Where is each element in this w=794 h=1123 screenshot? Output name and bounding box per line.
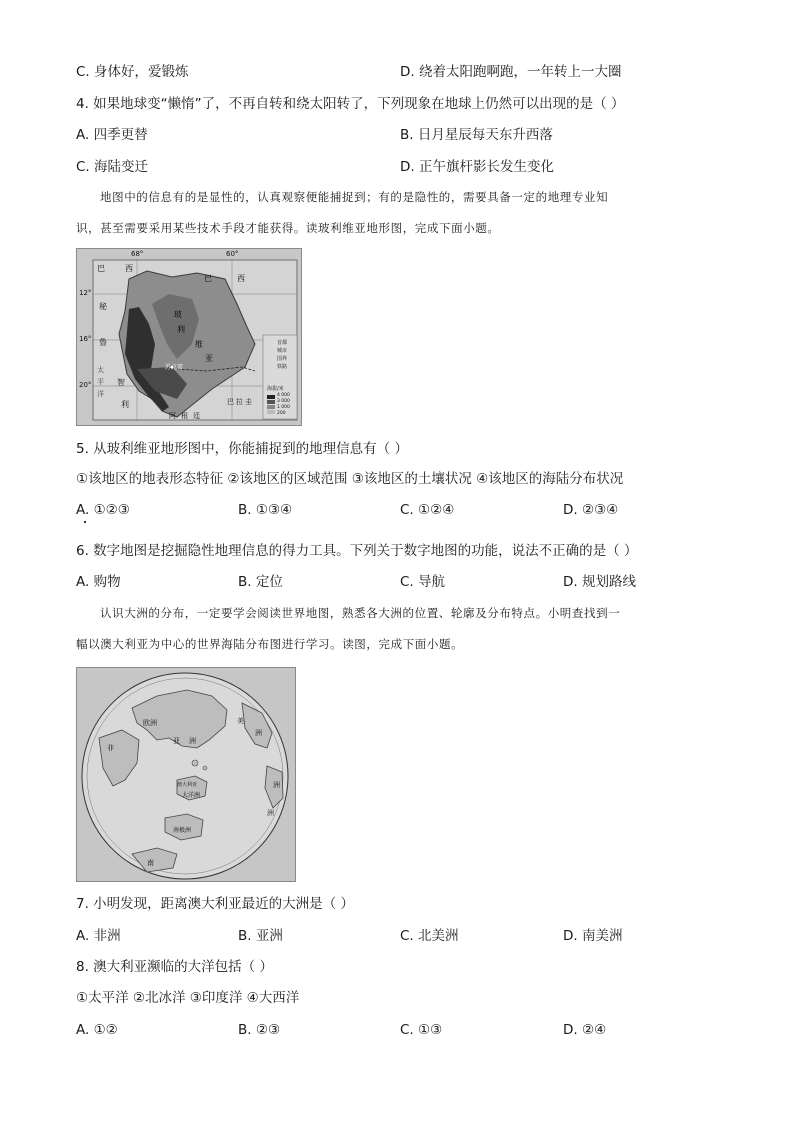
passage-1-line-1: 地图中的信息有的是显性的，认真观察便能捕捉到；有的是隐性的，需要具备一定的地理专业知 bbox=[100, 190, 609, 204]
legend-capital: 首都 bbox=[277, 340, 288, 346]
q8-option-d: D. ②④ bbox=[563, 1022, 607, 1038]
q6-option-d: D. 规划路线 bbox=[563, 574, 636, 590]
brazil-label-1: 巴 bbox=[97, 264, 105, 273]
brazil-label-3: 巴 bbox=[204, 274, 212, 283]
scan-speck bbox=[84, 521, 86, 523]
right-edge-label: 洲 bbox=[273, 781, 280, 789]
passage-1-line-2: 识，甚至需要采用某些技术手段才能获得。读玻利维亚地形图，完成下面小题。 bbox=[76, 221, 500, 235]
chile-label-1: 智 bbox=[117, 378, 125, 387]
q8-items: ①太平洋 ②北冰洋 ③印度洋 ④大西洋 bbox=[76, 990, 300, 1006]
passage-2-line-1: 认识大洲的分布，一定要学会阅读世界地图，熟悉各大洲的位置、轮廓及分布特点。小明查找到一 bbox=[100, 606, 621, 620]
paraguay-label-2: 拉 bbox=[236, 398, 243, 406]
antarctica-label: 南极洲 bbox=[173, 827, 192, 834]
q7-option-c: C. 北美洲 bbox=[400, 928, 459, 944]
peru-label-2: 鲁 bbox=[99, 338, 107, 347]
passage-2-line-2: 幅以澳大利亚为中心的世界海陆分布图进行学习。读图，完成下面小题。 bbox=[76, 637, 464, 651]
q3-option-d: D. 绕着太阳跑啊跑，一年转上一大圈 bbox=[400, 64, 622, 80]
pacific-label-1: 太 bbox=[97, 366, 104, 374]
latitude-20-label: 20° bbox=[79, 381, 92, 389]
legend-city: 城市 bbox=[277, 348, 288, 354]
legend-elev-1000: 1 000 bbox=[277, 405, 290, 410]
argentina-label-3: 廷 bbox=[193, 412, 200, 420]
legend-elev-200: 200 bbox=[277, 411, 286, 416]
oceania-label: 大洋洲 bbox=[182, 792, 201, 799]
q7-option-a: A. 非洲 bbox=[76, 928, 121, 944]
argentina-label-2: 根 bbox=[181, 412, 188, 420]
pacific-label-3: 洋 bbox=[97, 390, 104, 398]
bolivia-label-2: 利 bbox=[177, 325, 185, 334]
bolivia-topographic-map bbox=[76, 248, 302, 426]
paraguay-label-1: 巴 bbox=[227, 398, 234, 406]
legend-railway: 铁路 bbox=[277, 364, 288, 370]
q4-option-c: C. 海陆变迁 bbox=[76, 159, 149, 175]
q8-option-b: B. ②③ bbox=[238, 1022, 281, 1038]
latitude-16-label: 16° bbox=[79, 335, 92, 343]
q8-option-c: C. ①③ bbox=[400, 1022, 443, 1038]
brazil-label-2: 西 bbox=[125, 264, 133, 273]
asia-label-2: 洲 bbox=[189, 737, 196, 745]
q5-option-c: C. ①②④ bbox=[400, 502, 455, 518]
legend-elev-4000: 4 000 bbox=[277, 393, 290, 398]
bolivia-label-4: 亚 bbox=[205, 354, 213, 363]
q5-option-a: A. ①②③ bbox=[76, 502, 130, 518]
q4-option-d: D. 正午旗杆影长发生变化 bbox=[400, 159, 554, 175]
paraguay-label-3: 圭 bbox=[245, 398, 252, 406]
bolivia-label-3: 维 bbox=[195, 340, 203, 349]
latitude-12-label: 12° bbox=[79, 289, 92, 297]
bolivia-label-1: 玻 bbox=[174, 310, 182, 319]
q4-option-a: A. 四季更替 bbox=[76, 127, 148, 143]
q5-items: ①该地区的地表形态特征 ②该地区的区域范围 ③该地区的土壤状况 ④该地区的海陆分布状况 bbox=[76, 471, 624, 487]
q6-option-a: A. 购物 bbox=[76, 574, 121, 590]
q3-option-c: C. 身体好，爱锻炼 bbox=[76, 64, 189, 80]
q8-stem: 8. 澳大利亚濒临的大洋包括（ ） bbox=[76, 959, 273, 975]
south-america-label-2: 南 bbox=[147, 859, 154, 867]
argentina-label-1: 阿 bbox=[169, 412, 176, 420]
q6-option-b: B. 定位 bbox=[238, 574, 283, 590]
q6-option-c: C. 导航 bbox=[400, 574, 446, 590]
longitude-60-label: 60° bbox=[226, 250, 239, 258]
legend-border: 国界 bbox=[277, 356, 288, 362]
q6-stem: 6. 数字地图是挖掘隐性地理信息的得力工具。下列关于数字地图的功能，说法不正确的是（ ） bbox=[76, 543, 638, 559]
q7-stem: 7. 小明发现，距离澳大利亚最近的大洲是（ ） bbox=[76, 896, 354, 912]
europe-label: 欧洲 bbox=[143, 719, 157, 727]
q5-option-d: D. ②③④ bbox=[563, 502, 619, 518]
q5-stem: 5. 从玻利维亚地形图中，你能捕捉到的地理信息有（ ） bbox=[76, 441, 408, 457]
legend-elevation-title: 海拔/米 bbox=[267, 386, 284, 392]
north-america-label-1: 美 bbox=[237, 717, 244, 725]
q8-option-a: A. ①② bbox=[76, 1022, 118, 1038]
australia-label: 澳大利亚 bbox=[177, 782, 198, 788]
q4-stem: 4. 如果地球变“懒惰”了，不再自转和绕太阳转了，下列现象在地球上仍然可以出现的是（ ） bbox=[76, 96, 625, 112]
peru-label-1: 秘 bbox=[99, 302, 107, 311]
africa-label: 非 bbox=[107, 744, 114, 752]
q5-option-b: B. ①③④ bbox=[238, 502, 293, 518]
brazil-label-4: 西 bbox=[237, 274, 245, 283]
asia-label-1: 亚 bbox=[173, 737, 180, 745]
pacific-label-2: 平 bbox=[97, 378, 104, 386]
q7-option-d: D. 南美洲 bbox=[563, 928, 623, 944]
world-map-australia-centered bbox=[76, 667, 296, 882]
q7-option-b: B. 亚洲 bbox=[238, 928, 283, 944]
legend-elev-3000: 3 000 bbox=[277, 399, 290, 404]
q4-option-b: B. 日月星辰每天东升西落 bbox=[400, 127, 553, 143]
chile-label-2: 利 bbox=[121, 400, 129, 409]
longitude-68-label: 68° bbox=[131, 250, 144, 258]
south-america-label-1: 洲 bbox=[267, 809, 274, 817]
city-label: 苏克雷 bbox=[165, 364, 184, 371]
north-america-label-2: 洲 bbox=[255, 729, 262, 737]
